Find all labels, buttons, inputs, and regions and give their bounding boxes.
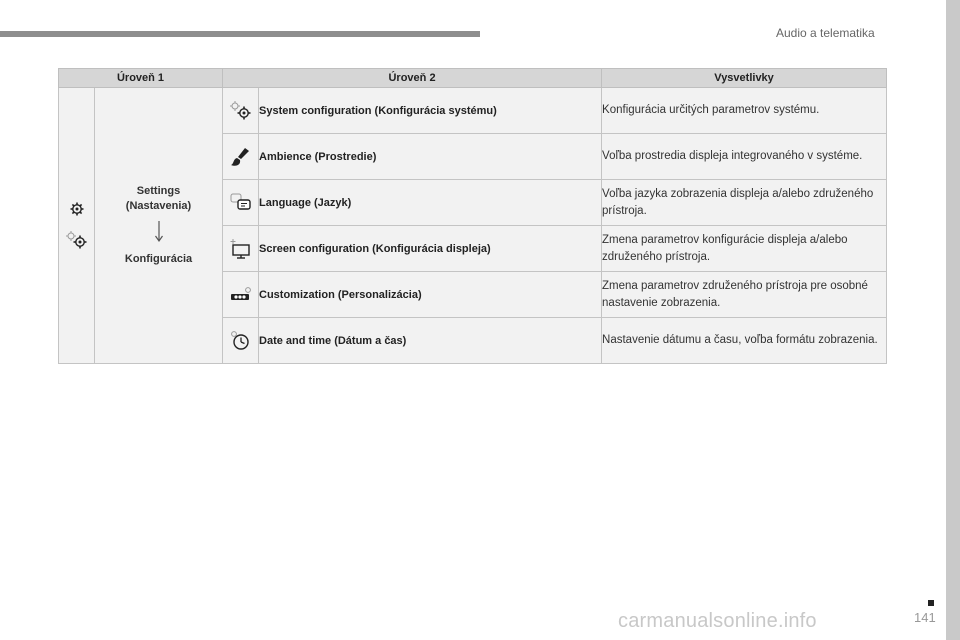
settings-gear-icon <box>70 202 84 216</box>
level2-description: Voľba prostredia displeja integrovaného v systéme. <box>602 134 887 180</box>
level1-label-cell <box>95 88 223 364</box>
table-header-row <box>59 69 887 88</box>
level2-name: Screen configuration (Konfigurácia displeja) <box>259 226 602 272</box>
date-time-clock-icon <box>229 330 253 352</box>
system-configuration-icon <box>229 100 253 122</box>
level2-description: Konfigurácia určitých parametrov systému. <box>602 88 887 134</box>
side-strip <box>946 0 960 640</box>
level2-name: Language (Jazyk) <box>259 180 602 226</box>
level2-name: Ambience (Prostredie) <box>259 134 602 180</box>
level2-name: System configuration (Konfigurácia systému) <box>259 88 602 134</box>
top-decorative-bar <box>0 31 480 37</box>
page-number: 141 <box>914 610 936 625</box>
level2-name: Date and time (Dátum a čas) <box>259 318 602 364</box>
level2-icon-cell <box>223 226 259 272</box>
column-header-level1: Úroveň 1 <box>59 69 223 88</box>
level2-description: Zmena parametrov združeného prístroja pre osobné nastavenie zobrazenia. <box>602 272 887 318</box>
level2-name: Customization (Personalizácia) <box>259 272 602 318</box>
column-header-description: Vysvetlivky <box>602 69 887 88</box>
settings-gears-icon <box>65 230 89 250</box>
customization-icon <box>229 284 253 306</box>
level2-description: Zmena parametrov konfigurácie displeja a/alebo združeného prístroja. <box>602 226 887 272</box>
level2-icon-cell <box>223 180 259 226</box>
level1-title-translation: (Nastavenia) <box>125 200 192 212</box>
level2-description: Nastavenie dátumu a času, voľba formátu zobrazenia. <box>602 318 887 364</box>
ambience-brush-icon <box>230 146 252 168</box>
level2-icon-cell <box>223 272 259 318</box>
level1-subtitle: Konfigurácia <box>124 253 193 265</box>
level2-icon-cell <box>223 88 259 134</box>
level2-description: Voľba jazyka zobrazenia displeja a/alebo združeného prístroja. <box>602 180 887 226</box>
table-row <box>59 88 887 134</box>
settings-menu-table <box>58 68 887 364</box>
watermark: carmanualsonline.info <box>618 610 817 632</box>
page-marker-square <box>928 600 934 606</box>
level2-icon-cell <box>223 318 259 364</box>
level1-title: Settings <box>136 185 181 197</box>
language-icon <box>229 192 253 214</box>
level2-icon-cell <box>223 134 259 180</box>
column-header-level2: Úroveň 2 <box>223 69 602 88</box>
section-title: Audio a telematika <box>776 26 875 40</box>
arrow-down-icon <box>154 220 164 244</box>
level1-icon-cell <box>59 88 95 364</box>
screen-configuration-icon <box>229 238 253 260</box>
